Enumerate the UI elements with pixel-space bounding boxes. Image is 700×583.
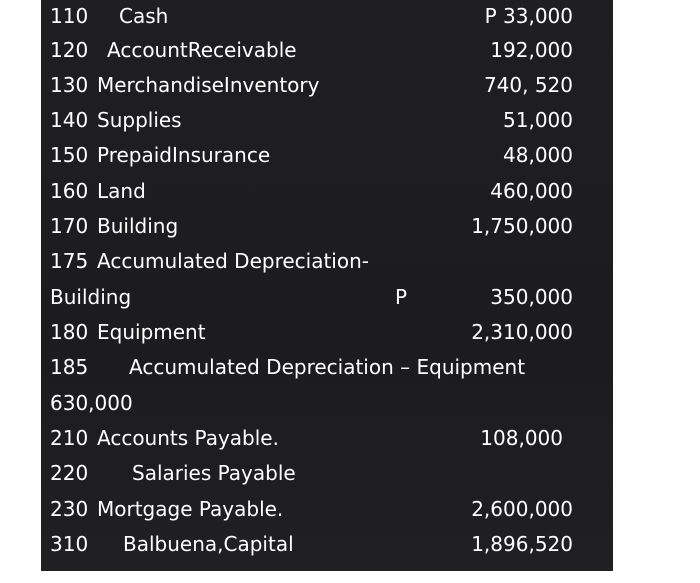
row-accumulated-depreciation-building-cont — [41, 280, 613, 314]
account-name: Accumulated Depreciation – Equipment — [129, 355, 526, 379]
account-name: Accounts Payable. — [97, 426, 279, 450]
row-accumulated-depreciation-building — [41, 244, 613, 278]
account-name: Salaries Payable — [132, 461, 296, 485]
account-amount: 192,000 — [490, 38, 573, 62]
account-code: 210 — [50, 426, 89, 450]
account-amount: 2,600,000 — [471, 497, 573, 521]
account-amount: 1,750,000 — [471, 214, 573, 238]
row-accounts-payable — [41, 421, 613, 455]
currency-symbol: P — [395, 285, 408, 309]
account-code: 220 — [50, 461, 89, 485]
row-mortgage-payable — [41, 492, 613, 526]
account-amount: P 33,000 — [484, 4, 573, 28]
account-name: PrepaidInsurance — [97, 143, 271, 167]
account-amount: 460,000 — [490, 179, 573, 203]
account-code: 120 — [50, 38, 89, 62]
row-merchandise-inventory — [41, 68, 613, 102]
row-salaries-payable — [41, 456, 613, 490]
account-name: Equipment — [97, 320, 206, 344]
account-name: Building — [97, 214, 179, 238]
account-code: 130 — [50, 73, 89, 97]
account-name-continued: Building — [50, 285, 132, 309]
row-equipment — [41, 315, 613, 349]
row-building — [41, 209, 613, 243]
account-amount: 48,000 — [503, 143, 573, 167]
row-accumulated-depreciation-equipment-cont — [41, 386, 613, 420]
row-land — [41, 174, 613, 208]
account-code: 110 — [50, 4, 89, 28]
row-prepaid-insurance — [41, 138, 613, 172]
row-account-receivable — [41, 33, 613, 67]
account-amount: 740, 520 — [483, 73, 573, 97]
account-code: 230 — [50, 497, 89, 521]
row-accumulated-depreciation-equipment — [41, 350, 613, 384]
account-code: 160 — [50, 179, 89, 203]
document-panel — [41, 0, 613, 571]
account-code: 185 — [50, 355, 89, 379]
account-name: Accumulated Depreciation- — [97, 249, 369, 273]
account-code: 150 — [50, 143, 89, 167]
row-cash — [41, 0, 613, 33]
account-name: Land — [97, 179, 146, 203]
account-code: 170 — [50, 214, 89, 238]
account-name: Cash — [119, 4, 169, 28]
account-amount: 108,000 — [480, 426, 563, 450]
account-amount: 51,000 — [503, 108, 573, 132]
account-amount-continued: 630,000 — [50, 391, 133, 415]
account-name: Mortgage Payable. — [97, 497, 284, 521]
account-code: 140 — [50, 108, 89, 132]
row-balbuena-capital — [41, 527, 613, 561]
account-amount: 1,896,520 — [471, 532, 573, 556]
account-code: 310 — [50, 532, 89, 556]
account-name: AccountReceivable — [107, 38, 297, 62]
account-code: 175 — [50, 249, 89, 273]
account-amount: 2,310,000 — [471, 320, 573, 344]
account-name: MerchandiseInventory — [97, 73, 320, 97]
row-supplies — [41, 103, 613, 137]
account-name: Supplies — [97, 108, 182, 132]
account-name: Balbuena,Capital — [123, 532, 294, 556]
account-amount: 350,000 — [490, 285, 573, 309]
account-code: 180 — [50, 320, 89, 344]
